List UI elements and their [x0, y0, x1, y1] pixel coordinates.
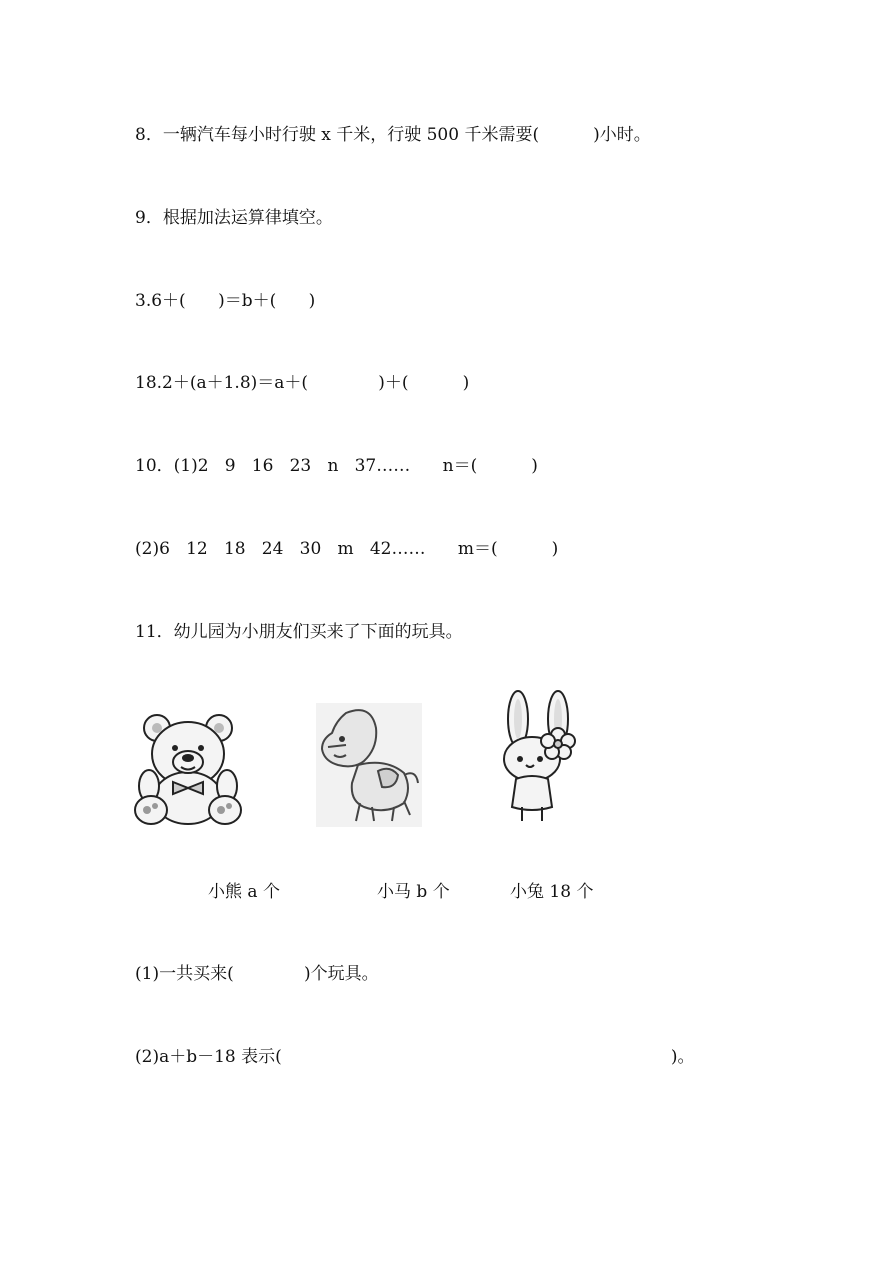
question-10-line-2: (2)6 12 18 24 30 m 42…… m＝( ) [135, 539, 559, 559]
question-10-line-1: 10．(1)2 9 16 23 n 37…… n＝( ) [135, 456, 538, 476]
question-8: 8．一辆汽车每小时行驶 x 千米，行驶 500 千米需要( )小时。 [135, 125, 651, 145]
question-9-line-1: 3.6＋( )＝b＋( ) [135, 291, 316, 311]
toy-horse-icon [316, 703, 422, 827]
question-9-line-2: 18.2＋(a＋1.8)＝a＋( )＋( ) [135, 373, 470, 393]
question-11-part-1: (1)一共买来( )个玩具。 [135, 964, 379, 984]
bunny-icon [496, 689, 582, 825]
teddy-bear-label: 小熊 a 个 [208, 882, 280, 902]
question-11-title: 11．幼儿园为小朋友们买来了下面的玩具。 [135, 622, 463, 642]
bunny-label: 小兔 18 个 [510, 882, 594, 902]
teddy-bear-icon [133, 710, 243, 828]
question-9-title: 9．根据加法运算律填空。 [135, 208, 333, 228]
toy-horse-label: 小马 b 个 [377, 882, 450, 902]
question-11-part-2: (2)a＋b－18 表示( )。 [135, 1047, 695, 1067]
